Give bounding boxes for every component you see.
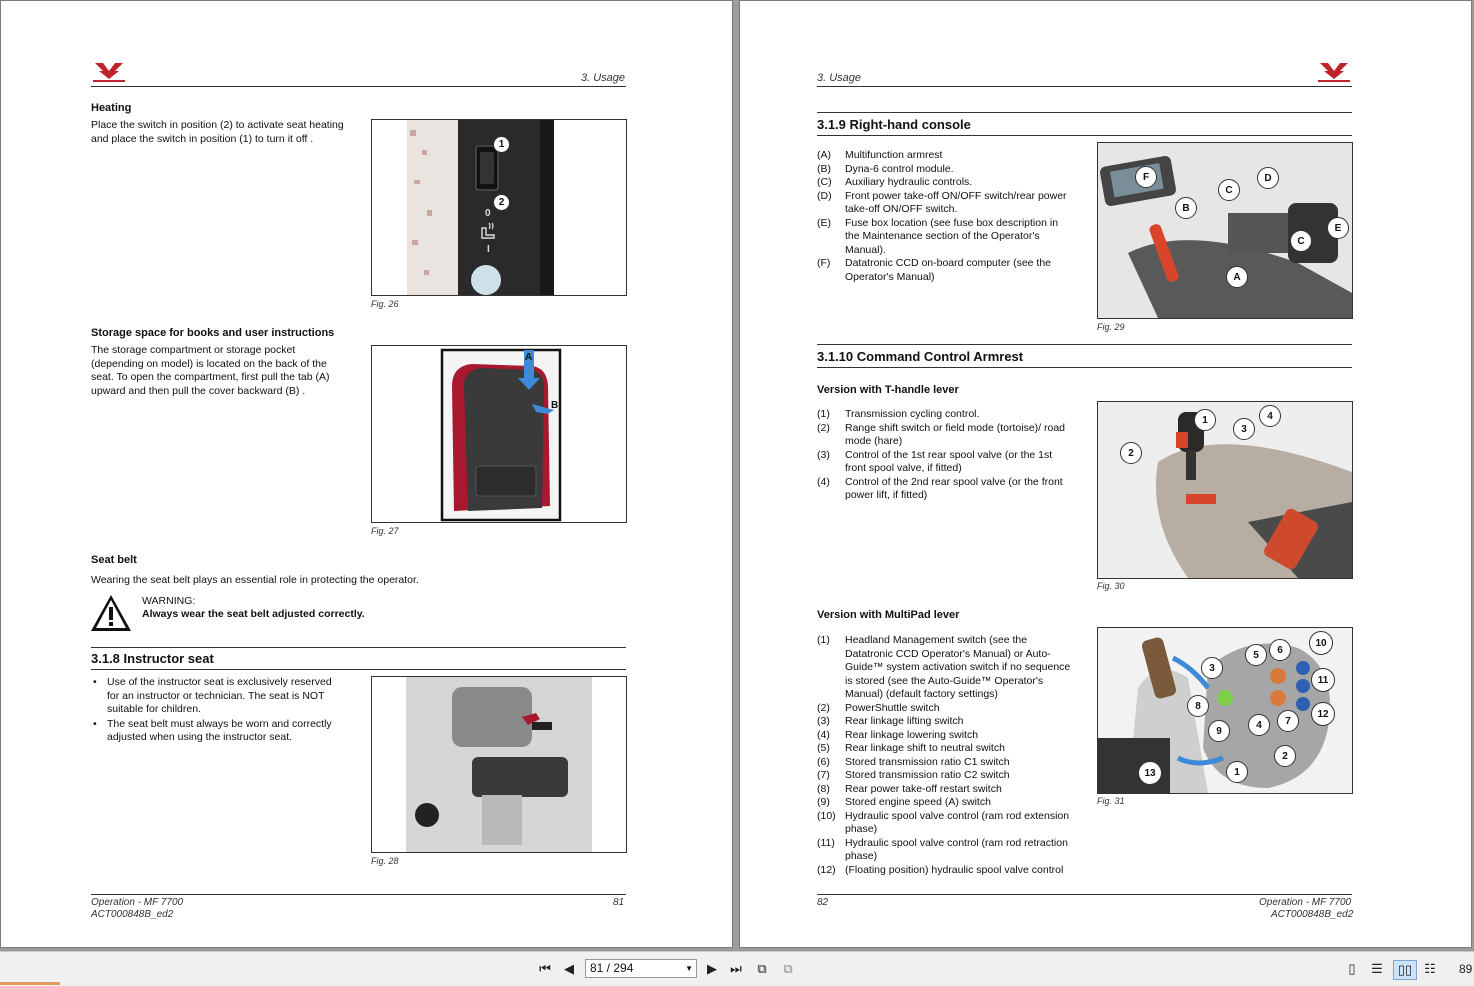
- label-b: B: [551, 400, 559, 411]
- two-page-icon[interactable]: ▯▯: [1393, 960, 1417, 980]
- list-item: (4) Rear linkage lowering switch: [817, 728, 979, 741]
- list-item: (11) Hydraulic spool valve control (ram rod retraction phase): [817, 836, 1068, 862]
- footer-doc-code: ACT000848B_ed2: [91, 909, 174, 920]
- multipad-subtitle: Version with MultiPad lever: [817, 609, 960, 621]
- storage-title: Storage space for books and user instructions: [91, 327, 335, 339]
- switch-mark-1: I: [487, 244, 490, 255]
- list-item: (2) Range shift switch or field mode (tortoise)/ road mode (hare): [817, 421, 1066, 447]
- callout-2: 2: [1120, 442, 1142, 464]
- list-item: (12) (Floating position) hydraulic spool valve control: [817, 863, 1064, 876]
- left-page: [0, 0, 733, 948]
- section-rule-bottom: [91, 669, 626, 670]
- callout-7: 7: [1277, 710, 1299, 732]
- callout-a: A: [1226, 266, 1248, 288]
- page-counter-select[interactable]: 81 / 294 ▼: [585, 959, 697, 978]
- callout-1: 1: [493, 136, 510, 153]
- list-item: (2) PowerShuttle switch: [817, 701, 940, 714]
- zoom-value[interactable]: 89: [1459, 962, 1473, 976]
- command-control-title: 3.1.10 Command Control Armrest: [817, 349, 1024, 364]
- list-item: (4) Control of the 2nd rear spool valve (or the front power lift, if fitted): [817, 475, 1063, 501]
- callout-e: E: [1327, 217, 1349, 239]
- fig-27-caption: Fig. 27: [371, 526, 399, 536]
- fig-30-t-handle-lever: [1097, 401, 1353, 579]
- warning-icon: [90, 594, 132, 632]
- footer-doc-title: Operation - MF 7700: [1259, 897, 1352, 908]
- callout-1: 1: [1226, 761, 1248, 783]
- continuous-icon[interactable]: ☰: [1371, 961, 1383, 976]
- list-item: (F) Datatronic CCD on-board computer (see the Operator's Manual): [817, 257, 1052, 283]
- header-rule: [91, 86, 626, 87]
- fig-27-storage-pocket: [371, 345, 627, 523]
- fig-29-caption: Fig. 29: [1097, 322, 1125, 332]
- last-page-icon[interactable]: ⏭: [730, 961, 742, 976]
- footer-rule: [91, 894, 626, 895]
- list-item: (8) Rear power take-off restart switch: [817, 782, 1002, 795]
- list-item: (D) Front power take-off ON/OFF switch/rear power take-off ON/OFF switch.: [817, 189, 1067, 215]
- seat-belt-text: Wearing the seat belt plays an essential role in protecting the operator.: [91, 574, 419, 586]
- list-item: (C) Auxiliary hydraulic controls.: [817, 176, 973, 188]
- list-item: (1) Headland Management switch (see the Datatronic CCD Operator's Manual) or Auto-Guide™ system activation switch if no sequence is stored (see the Auto-Guide™ Operator's Manual) (default factory settings): [817, 634, 1071, 700]
- list-item: (B) Dyna-6 control module.: [817, 162, 954, 175]
- list-item: (9) Stored engine speed (A) switch: [817, 796, 991, 808]
- callout-4: 4: [1248, 714, 1270, 736]
- section-rule-top: [817, 344, 1352, 345]
- section-rule-bottom: [817, 135, 1352, 136]
- prev-page-icon[interactable]: ◀: [564, 961, 574, 976]
- list-item: (3) Control of the 1st rear spool valve (or the 1st front spool valve, if fitted): [817, 448, 1053, 474]
- callout-c: C: [1218, 179, 1240, 201]
- list-item: (5) Rear linkage shift to neutral switch: [817, 742, 1005, 754]
- callout-3: 3: [1233, 418, 1255, 440]
- callout-8: 8: [1187, 695, 1209, 717]
- callout-d: D: [1257, 167, 1279, 189]
- switch-mark-0: 0: [485, 208, 491, 219]
- label-a: A: [525, 352, 533, 363]
- massey-ferguson-logo-icon: [91, 61, 127, 83]
- instructor-seat-bullets: [91, 676, 341, 746]
- bullet-item: • Use of the instructor seat is exclusively reserved for an instructor or technician. The seat is NOT suitable for children.: [91, 676, 341, 717]
- callout-5: 5: [1245, 644, 1267, 666]
- rotate-icon[interactable]: ⧉: [757, 961, 767, 976]
- page-header-section: 3. Usage: [817, 72, 862, 84]
- callout-4: 4: [1259, 405, 1281, 427]
- multipad-list: [817, 634, 1073, 877]
- callout-c: C: [1290, 230, 1312, 252]
- list-item: (1) Transmission cycling control.: [817, 408, 980, 420]
- page-header-section: 3. Usage: [581, 72, 626, 84]
- storage-text: The storage compartment or storage pocket (depending on model) is located on the back of the seat. To open the compartment, first pull the tab (A) upward and then pull the cover backward (B) .: [91, 344, 330, 397]
- heating-text: Place the switch in position (2) to activate seat heating and place the switch in position (1) to turn it off .: [91, 119, 344, 145]
- warning-text: Always wear the seat belt adjusted correctly.: [142, 608, 365, 620]
- callout-b: B: [1175, 197, 1197, 219]
- callout-2: 2: [493, 194, 510, 211]
- fig-28-caption: Fig. 28: [371, 856, 399, 866]
- footer-doc-code: ACT000848B_ed2: [1271, 909, 1354, 920]
- footer-page-number: 81: [613, 897, 625, 908]
- fit-icon[interactable]: ⧉: [783, 961, 793, 976]
- fig-30-caption: Fig. 30: [1097, 581, 1125, 591]
- list-item: (6) Stored transmission ratio C1 switch: [817, 755, 1010, 768]
- seat-heating-icon: [477, 220, 499, 242]
- bullet-item: • The seat belt must always be worn and correctly adjusted when using the instructor seat.: [91, 718, 341, 745]
- heating-title: Heating: [91, 102, 132, 114]
- first-page-icon[interactable]: ⏮: [539, 961, 551, 976]
- fig-31-multipad-lever: [1097, 627, 1353, 794]
- two-page-continuous-icon[interactable]: ☷: [1424, 961, 1436, 976]
- t-handle-subtitle: Version with T-handle lever: [817, 384, 959, 396]
- callout-1: 1: [1194, 409, 1216, 431]
- instructor-seat-title: 3.1.8 Instructor seat: [91, 651, 214, 666]
- callout-10: 10: [1309, 631, 1333, 655]
- fig-31-caption: Fig. 31: [1097, 796, 1125, 806]
- callout-12: 12: [1311, 702, 1335, 726]
- section-rule-bottom: [817, 367, 1352, 368]
- callout-13: 13: [1138, 761, 1162, 785]
- header-rule: [817, 86, 1352, 87]
- right-hand-console-title: 3.1.9 Right-hand console: [817, 117, 971, 132]
- viewer-toolbar: [0, 951, 1474, 986]
- footer-doc-title: Operation - MF 7700: [91, 897, 184, 908]
- section-rule-top: [91, 647, 626, 648]
- right-hand-console-list: [817, 149, 1073, 284]
- warning-label: WARNING:: [142, 595, 196, 607]
- fig-29-right-hand-console: [1097, 142, 1353, 319]
- list-item: (7) Stored transmission ratio C2 switch: [817, 769, 1010, 781]
- fig-26-seat-heating-switch: [371, 119, 627, 296]
- footer-rule: [817, 894, 1352, 895]
- callout-2: 2: [1274, 745, 1296, 767]
- list-item: (10) Hydraulic spool valve control (ram rod extension phase): [817, 809, 1070, 835]
- fig-26-caption: Fig. 26: [371, 299, 399, 309]
- t-handle-list: [817, 408, 1073, 503]
- seat-belt-title: Seat belt: [91, 554, 137, 566]
- callout-11: 11: [1311, 668, 1335, 692]
- next-page-icon[interactable]: ▶: [707, 961, 717, 976]
- callout-6: 6: [1269, 639, 1291, 661]
- callout-9: 9: [1208, 720, 1230, 742]
- single-page-icon[interactable]: ▯: [1348, 961, 1356, 976]
- callout-3: 3: [1201, 657, 1223, 679]
- massey-ferguson-logo-icon: [1316, 61, 1352, 83]
- section-rule-top: [817, 112, 1352, 113]
- list-item: (3) Rear linkage lifting switch: [817, 715, 964, 727]
- list-item: (E) Fuse box location (see fuse box description in the Maintenance section of the Operator's Manual).: [817, 216, 1059, 256]
- list-item: (A) Multifunction armrest: [817, 149, 943, 161]
- right-page: [739, 0, 1472, 948]
- footer-page-number: 82: [817, 897, 829, 908]
- fig-28-instructor-seat: [371, 676, 627, 853]
- callout-f: F: [1135, 166, 1157, 188]
